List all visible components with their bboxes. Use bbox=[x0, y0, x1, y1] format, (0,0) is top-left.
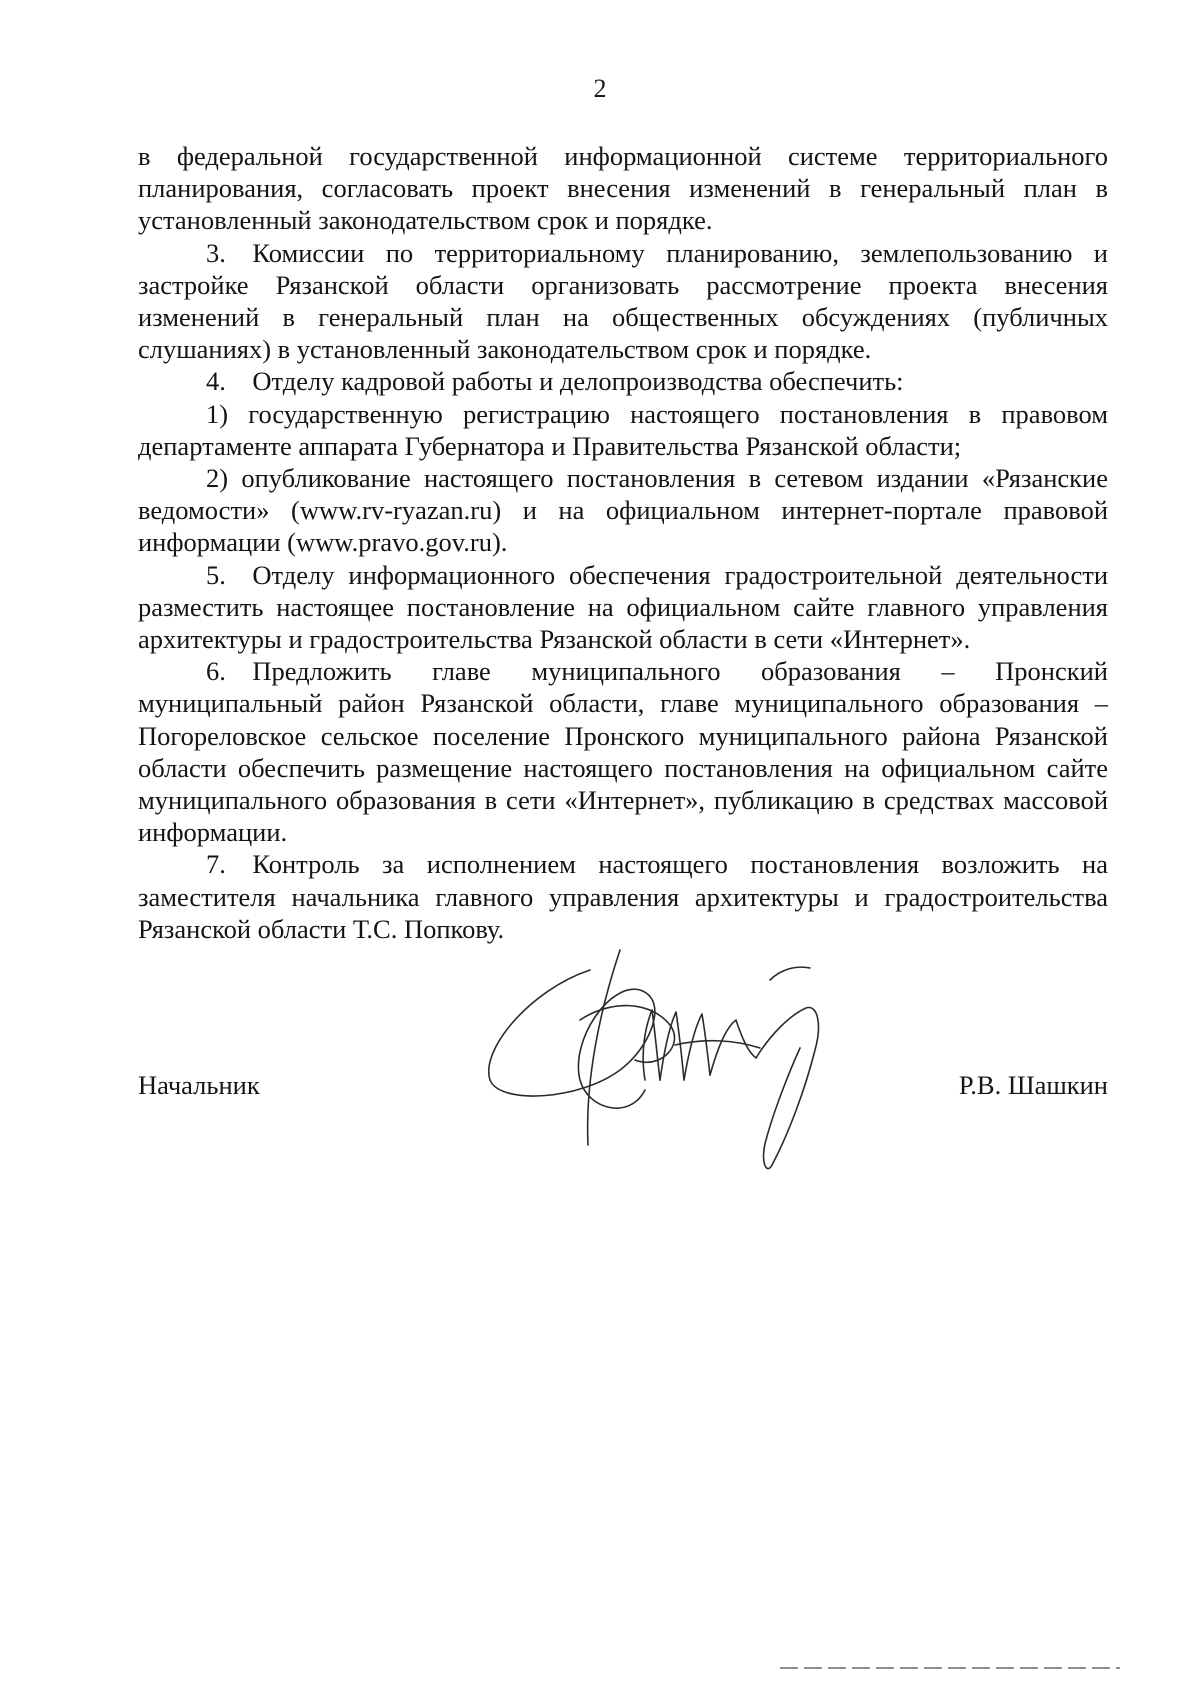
document-body bbox=[138, 140, 1108, 945]
page-number: 2 bbox=[593, 74, 607, 103]
handwritten-signature bbox=[470, 930, 850, 1190]
paragraph-subitem-4-2: 2) опубликование настоящего постановления в сетевом издании «Рязанские ведомости» (www.rv-ryazan.ru) и на официальном интернет-портале правовой информации (www.pravo.gov.ru). bbox=[138, 463, 1108, 558]
signer-title: Начальник bbox=[138, 1070, 260, 1100]
paragraph-continuation: в федеральной государственной информационной системе территориального планирования, согласовать проект внесения изменений в генеральный план в установленный законодательством срок и порядке. bbox=[138, 141, 1108, 236]
paragraph-item-4: 4. Отделу кадровой работы и делопроизводства обеспечить: bbox=[206, 366, 904, 397]
paragraph-item-5: 5. Отделу информационного обеспечения градостроительной деятельности разместить настоящее постановление на официальном сайте главного управления архитектуры и градостроительства Рязанской области в сети «Интернет». bbox=[138, 559, 1108, 655]
signer-name: Р.В. Шашкин bbox=[958, 1070, 1108, 1100]
paragraph-item-6: 6. Предложить главе муниципального образования – Пронский муниципальный район Рязанской области, главе муниципального образования – Погореловское сельское поселение Пронского муниципального района Рязанской области обеспечить размещение настоящего постановления на официальном сайте муниципального образования в сети «Интернет», публикацию в средствах массовой информации. bbox=[138, 656, 1108, 848]
paragraph-item-3: 3. Комиссии по территориальному планированию, землепользованию и застройке Рязанской области организовать рассмотрение проекта внесения изменений в генеральный план на общественных обсуждениях (публичных слушаниях) в установленный законодательством срок и порядке. bbox=[138, 237, 1108, 365]
paragraph-item-7: 7. Контроль за исполнением настоящего постановления возложить на заместителя начальника главного управления архитектуры и градостроительства Рязанской области Т.С. Попкову. bbox=[138, 849, 1108, 944]
paragraph-subitem-4-1: 1) государственную регистрацию настоящего постановления в правовом департаменте аппарата Губернатора и Правительства Рязанской области; bbox=[138, 398, 1108, 461]
footer-rule bbox=[780, 1665, 1120, 1671]
